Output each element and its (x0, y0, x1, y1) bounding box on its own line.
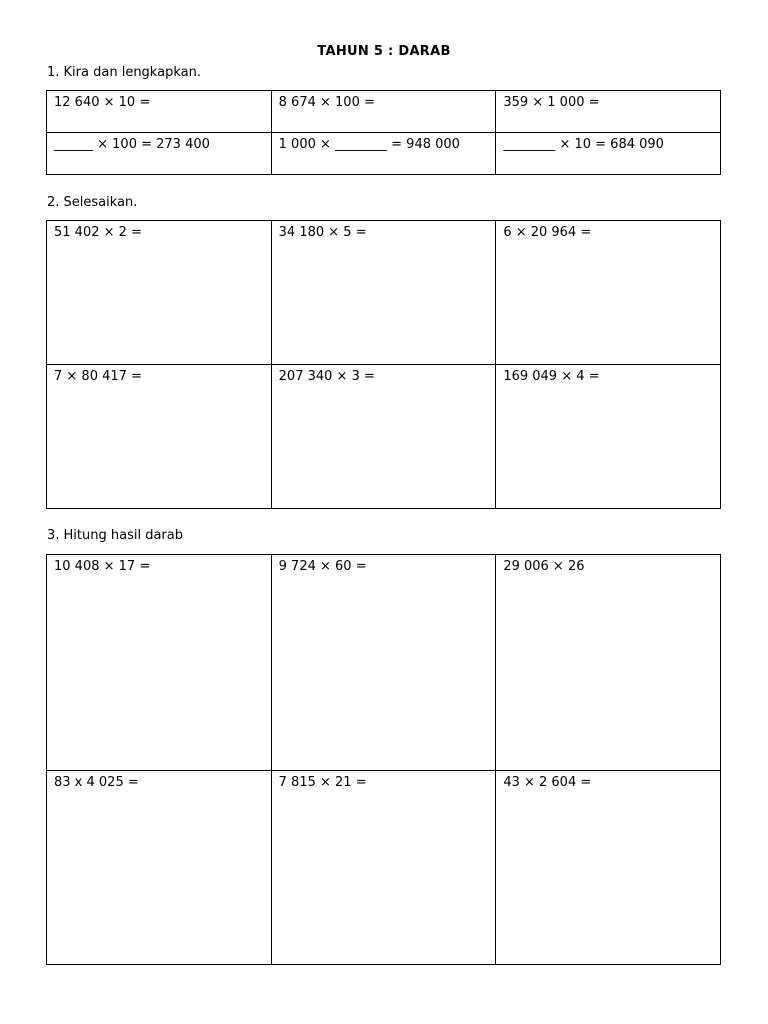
question-cell: 207 340 × 3 = (271, 365, 496, 509)
table-row (47, 133, 721, 175)
question-cell: 12 640 × 10 = (47, 91, 272, 133)
worksheet-title: TAHUN 5 : DARAB (317, 44, 451, 59)
question-cell: 359 × 1 000 = (496, 91, 721, 133)
question-cell: 1 000 × ________ = 948 000 (271, 133, 496, 175)
question-cell: ________ × 10 = 684 090 (496, 133, 721, 175)
question-cell: 34 180 × 5 = (271, 221, 496, 365)
section-1-table (46, 90, 721, 175)
table-row (47, 365, 721, 509)
table-row (47, 771, 721, 965)
question-cell: 9 724 × 60 = (271, 555, 496, 771)
question-cell: 29 006 × 26 (496, 555, 721, 771)
section-3-heading: 3. Hitung hasil darab (47, 528, 183, 543)
table-row (47, 555, 721, 771)
question-cell: 10 408 × 17 = (47, 555, 272, 771)
question-cell: 169 049 × 4 = (496, 365, 721, 509)
section-2-heading: 2. Selesaikan. (47, 195, 138, 210)
section-3-table (46, 554, 721, 965)
section-1-heading: 1. Kira dan lengkapkan. (47, 65, 201, 80)
table-row (47, 221, 721, 365)
question-cell: 7 × 80 417 = (47, 365, 272, 509)
question-cell: 43 × 2 604 = (496, 771, 721, 965)
question-cell: 6 × 20 964 = (496, 221, 721, 365)
question-cell: ______ × 100 = 273 400 (47, 133, 272, 175)
question-cell: 7 815 × 21 = (271, 771, 496, 965)
table-row (47, 91, 721, 133)
question-cell: 8 674 × 100 = (271, 91, 496, 133)
question-cell: 83 x 4 025 = (47, 771, 272, 965)
section-2-table (46, 220, 721, 509)
question-cell: 51 402 × 2 = (47, 221, 272, 365)
